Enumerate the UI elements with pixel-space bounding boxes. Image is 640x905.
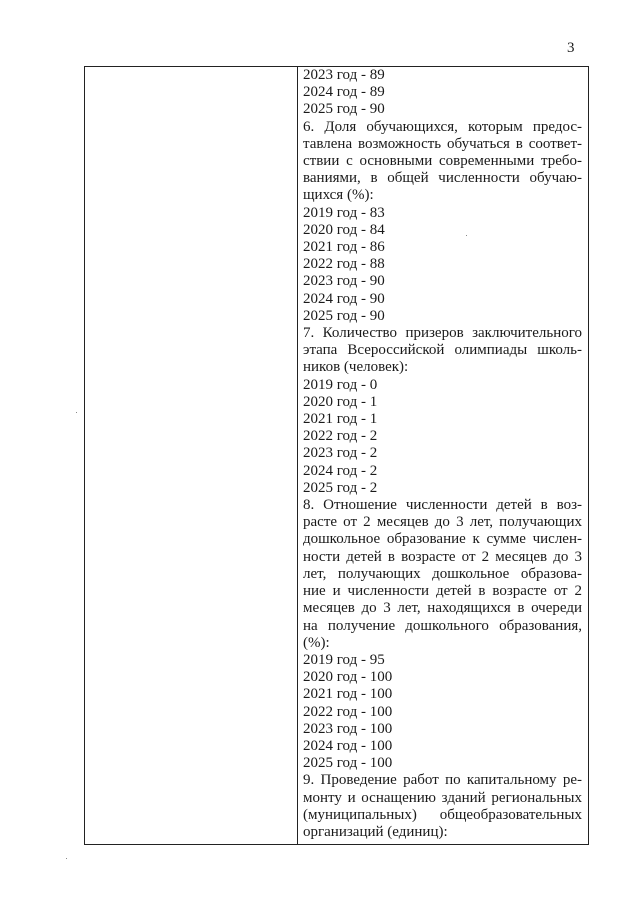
text-line: 2021 год - 86	[303, 239, 385, 256]
text-line: 2024 год - 100	[303, 737, 393, 754]
text-line: 2022 год - 2	[303, 428, 378, 445]
text-line: ваниями, в общей численности обучаю-	[303, 170, 582, 187]
text-line: ников (человек):	[303, 359, 409, 376]
text-line: на получение дошкольного образования,	[303, 617, 582, 634]
text-line: ности детей в возрасте от 2 месяцев до 3	[303, 548, 582, 565]
text-line: ствии с основными современными требо-	[303, 153, 582, 170]
text-line: 2025 год - 100	[303, 755, 393, 772]
text-line: ние и численности детей в возрасте от 2	[303, 583, 582, 600]
text-line: 2019 год - 0	[303, 376, 378, 393]
text-line: организаций (единиц):	[303, 823, 448, 840]
text-line: 2024 год - 89	[303, 84, 385, 101]
text-line: 2022 год - 88	[303, 256, 385, 273]
text-line: (%):	[303, 634, 330, 651]
scan-speck	[466, 235, 467, 236]
text-line: 2024 год - 90	[303, 290, 385, 307]
text-line: тавлена возможность обучаться в соответ-	[303, 135, 582, 152]
text-line: 2021 год - 1	[303, 411, 378, 428]
text-line: 2020 год - 84	[303, 221, 385, 238]
document-table	[84, 66, 589, 845]
text-line: 6. Доля обучающихся, которым предос-	[303, 118, 582, 135]
text-line: (муниципальных) общеобразовательных	[303, 806, 582, 823]
text-line: 2023 год - 89	[303, 67, 385, 83]
scan-speck	[76, 412, 77, 413]
text-line: 7. Количество призеров заключительного	[303, 325, 582, 342]
text-line: 2023 год - 90	[303, 273, 385, 290]
text-line: 2025 год - 90	[303, 101, 385, 118]
text-line: 2022 год - 100	[303, 703, 393, 720]
text-line: 2019 год - 83	[303, 204, 385, 221]
text-line: 2025 год - 90	[303, 307, 385, 324]
text-line: 2023 год - 2	[303, 445, 378, 462]
text-line: щихся (%):	[303, 187, 374, 204]
text-line: 2020 год - 1	[303, 393, 378, 410]
text-line: расте от 2 месяцев до 3 лет, получающих	[303, 514, 582, 531]
text-line: месяцев до 3 лет, находящихся в очереди	[303, 600, 582, 617]
text-line: 9. Проведение работ по капитальному ре-	[303, 772, 582, 789]
text-line: монту и оснащению зданий региональных	[303, 789, 582, 806]
text-line: 2023 год - 100	[303, 720, 393, 737]
text-line: 2020 год - 100	[303, 669, 393, 686]
table-left-column	[85, 67, 298, 844]
text-line: 2019 год - 95	[303, 651, 385, 668]
text-line: 8. Отношение численности детей в воз-	[303, 497, 582, 514]
text-line: этапа Всероссийской олимпиады школь-	[303, 342, 582, 359]
text-line: 2025 год - 2	[303, 479, 378, 496]
page-number: 3	[567, 40, 575, 56]
table-right-column	[298, 67, 588, 844]
text-line: лет, получающих дошкольное образова-	[303, 565, 582, 582]
text-line: дошкольное образование к сумме числен-	[303, 531, 582, 548]
text-line: 2021 год - 100	[303, 686, 393, 703]
text-line: 2024 год - 2	[303, 462, 378, 479]
scan-speck	[66, 858, 67, 859]
